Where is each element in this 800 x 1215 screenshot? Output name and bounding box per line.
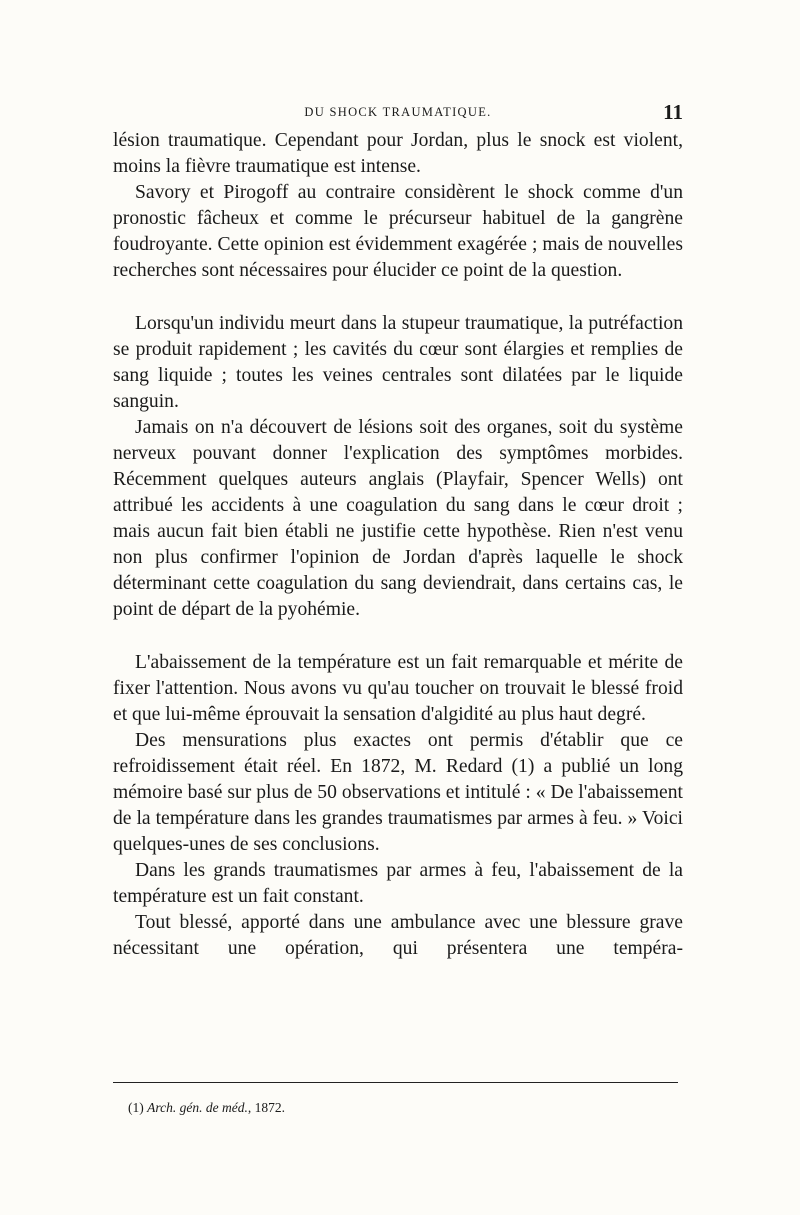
paragraph: lésion traumatique. Cependant pour Jordan, plus le snock est violent, moins la fièvre traumatique est intense. <box>113 130 683 177</box>
paragraph: Jamais on n'a découvert de lésions soit des organes, soit du système nerveux pouvant donner l'explication des symptômes morbides. Récemment quelques auteurs anglais (Playfair, Spencer Wells) ont attribué les accidents à une coagulation du sang dans le cœur droit ; mais aucun fait bien établi ne justifie cette hypothèse. Rien n'est venu non plus confirmer l'opinion de Jordan d'après laquelle le shock déterminant cette coagulation du sang deviendrait, dans certains cas, le point de départ de la pyohémie. <box>113 417 683 620</box>
paragraph: Tout blessé, apporté dans une ambulance avec une blessure grave nécessitant une opération, qui présentera une tempéra- <box>113 912 683 959</box>
running-title: DU SHOCK TRAUMATIQUE. <box>304 105 492 119</box>
paragraph: Des mensurations plus exactes ont permis d'établir que ce refroidissement était réel. En 1872, M. Redard (1) a publié un long mémoire basé sur plus de 50 observations et intitulé : « De l'abaissement de la température dans les grandes traumatismes par armes à feu. » Voici quelques-unes de ses conclusions. <box>113 730 683 855</box>
footnote-divider <box>113 1082 678 1083</box>
paragraph: Dans les grands traumatismes par armes à feu, l'abaissement de la température est un fait constant. <box>113 860 683 907</box>
footnote-marker: (1) <box>128 1100 144 1115</box>
paragraph: Savory et Pirogoff au contraire considèrent le shock comme d'un pronostic fâcheux et comme le précurseur habituel de la gangrène foudroyante. Cette opinion est évidemment exagérée ; mais de nouvelles recherches sont nécessaires pour élucider ce point de la question. <box>113 182 683 281</box>
footnote <box>128 1100 285 1116</box>
running-header <box>113 100 683 124</box>
paragraph: L'abaissement de la température est un fait remarquable et mérite de fixer l'attention. Nous avons vu qu'au toucher on trouvait le blessé froid et que lui-même éprouvait la sensation d'algidité au plus haut degré. <box>113 652 683 725</box>
footnote-source: Arch. gén. de méd. <box>147 1100 248 1115</box>
page-number: 11 <box>663 100 683 124</box>
footnote-year: , 1872. <box>247 1100 285 1115</box>
paragraph: Lorsqu'un individu meurt dans la stupeur traumatique, la putréfaction se produit rapidement ; les cavités du cœur sont élargies et remplies de sang liquide ; toutes les veines centrales sont dilatées par le liquide sanguin. <box>113 313 683 412</box>
body-text <box>113 128 683 962</box>
